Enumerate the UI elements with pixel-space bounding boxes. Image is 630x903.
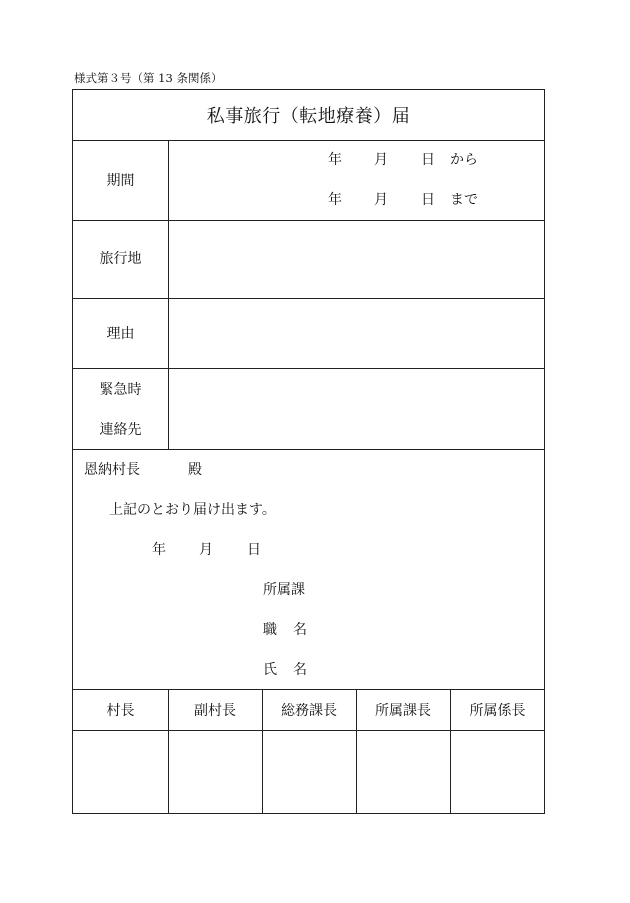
period-end-day[interactable]: 日 xyxy=(421,192,435,208)
declaration-month[interactable]: 月 xyxy=(199,542,213,558)
approval-head-department-chief: 所属課長 xyxy=(375,703,431,719)
honorific: 殿 xyxy=(188,462,202,478)
approval-head-general-affairs-chief: 総務課長 xyxy=(281,703,337,719)
department-label: 所属課 xyxy=(263,582,305,598)
stamp-box-department-chief[interactable] xyxy=(356,730,450,814)
destination-label: 旅行地 xyxy=(99,251,142,267)
reason-label: 理由 xyxy=(106,326,135,342)
stamp-box-deputy-mayor[interactable] xyxy=(168,730,262,814)
travel-notice-form xyxy=(72,89,545,814)
position-label-char2: 名 xyxy=(293,622,307,638)
period-end-month[interactable]: 月 xyxy=(374,192,388,208)
approval-head-mayor: 村長 xyxy=(106,703,135,719)
divider-period xyxy=(73,220,544,221)
period-label: 期間 xyxy=(106,173,135,189)
stamp-box-mayor[interactable] xyxy=(73,730,168,814)
addressee: 恩納村長 xyxy=(84,462,140,478)
divider-declaration xyxy=(73,689,544,690)
period-end-year[interactable]: 年 xyxy=(328,192,342,208)
declaration-statement: 上記のとおり届け出ます。 xyxy=(109,502,276,518)
form-number: 様式第３号（第 13 条関係） xyxy=(74,71,223,85)
stamp-box-general-affairs-chief[interactable] xyxy=(262,730,356,814)
period-end-suffix: まで xyxy=(450,192,478,208)
declaration-year[interactable]: 年 xyxy=(152,542,166,558)
label-column-divider xyxy=(168,140,169,449)
declaration-day[interactable]: 日 xyxy=(247,542,261,558)
emergency-label-line2: 連絡先 xyxy=(99,422,142,438)
name-label-char2: 名 xyxy=(293,662,307,678)
stamp-box-section-chief[interactable] xyxy=(450,730,545,814)
period-start-year[interactable]: 年 xyxy=(328,152,342,168)
divider-destination xyxy=(73,298,544,299)
position-label-char1: 職 xyxy=(263,622,277,638)
form-title: 私事旅行（転地療養）届 xyxy=(206,106,411,127)
period-start-suffix: から xyxy=(450,152,478,168)
divider-title xyxy=(73,140,544,141)
divider-emergency xyxy=(73,449,544,450)
emergency-label-line1: 緊急時 xyxy=(99,382,142,398)
approval-head-section-chief: 所属係長 xyxy=(469,703,526,719)
period-start-month[interactable]: 月 xyxy=(374,152,388,168)
name-label-char1: 氏 xyxy=(263,662,277,678)
approval-head-deputy-mayor: 副村長 xyxy=(194,703,236,719)
period-start-day[interactable]: 日 xyxy=(421,152,435,168)
divider-reason xyxy=(73,368,544,369)
